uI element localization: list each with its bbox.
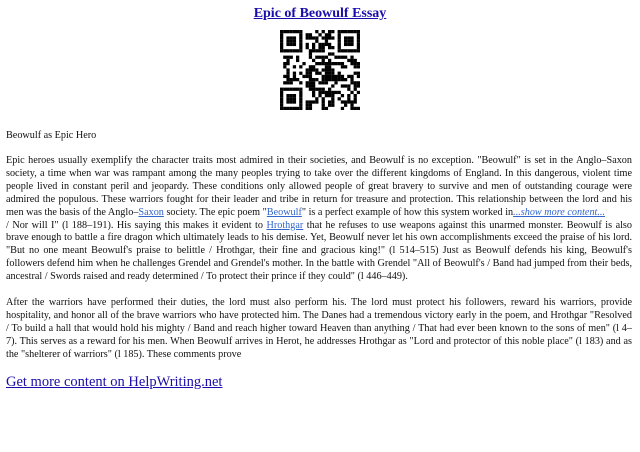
paragraph-1-text-e: that he refuses to use weapons against this unarmed monster. Beowulf is also brave enough to battle a fire dragon which ultimately leads to his demise. Yet, Beowulf never let his own accomplishments exceed the praise of his lord. "But no one meant Beowulf's praise to belittle / Hrothgar, their fine and gracious king!" (l 514–515) Just as Beowulf defends his king, Beowulf's followers defend him when he challenges Grendel and Grendel's mother. In the battle with Grendel "All of Beowulf's / Band had jumped from their beds, ancestral / Swords raised and ready determined / To protect their prince if they could" (l 446–449). <box>6 219 632 283</box>
footer-link-wrapper <box>6 374 634 391</box>
page-title-link[interactable]: Epic of Beowulf Essay <box>253 6 387 21</box>
paragraph-1-text-a: Epic heroes usually exemplify the character traits most admired in their societies, and Beowulf is no exception. "Beowulf" is set in the Anglo–Saxon society, a time when war was rampant among the many peoples trying to take over the different kingdoms of England. In this dangerous, violent time people lived in constant peril and jeopardy. These conditions only allowed people of great bravery to survive and men of outstanding courage were admired the populous. These warriors fought for their leader and tribe in return for treasure and protection. This relationship between the lord and his men was the basis of the Anglo– <box>6 155 632 218</box>
essay-subtitle: Beowulf as Epic Hero <box>6 130 97 141</box>
link-beowulf[interactable]: Beowulf <box>266 206 302 218</box>
paragraph-1-text-b: society. The epic poem " <box>163 206 267 218</box>
qr-code <box>280 30 360 110</box>
qr-code-icon <box>280 30 360 110</box>
document-page <box>6 0 634 391</box>
paragraph-1 <box>6 155 632 284</box>
link-hrothgar[interactable]: Hrothgar <box>266 219 304 231</box>
link-saxon[interactable]: Saxon <box>138 206 164 218</box>
paragraph-1-text-d: / Nor will I" (l 188–191). His saying this makes it evident to <box>6 219 267 231</box>
show-more-link[interactable]: ...show more content... <box>513 206 606 218</box>
page-title-wrapper <box>6 6 634 22</box>
get-more-content-link[interactable]: Get more content on HelpWriting.net <box>6 373 223 390</box>
paragraph-1-text-c: " is a perfect example of how this system worked in <box>301 206 514 218</box>
paragraph-2: After the warriors have performed their duties, the lord must also perform his. The lord must protect his followers, reward his warriors, provide hospitality, and honor all of the brave warriors who have protected him. The Danes had a tremendous victory early in the poem, and Hrothgar "Resolved / To build a hall that would hold his mighty / Band and reach higher toward Heaven than anything / That had ever been known to the sons of men" (l 4–7). This serves as a reward for his men. When Beowulf arrives in Herot, he addresses Hrothgar as "Lord and protector of this noble place" (l 183) and as the "shelterer of warriors" (l 185). These comments prove <box>6 297 632 360</box>
